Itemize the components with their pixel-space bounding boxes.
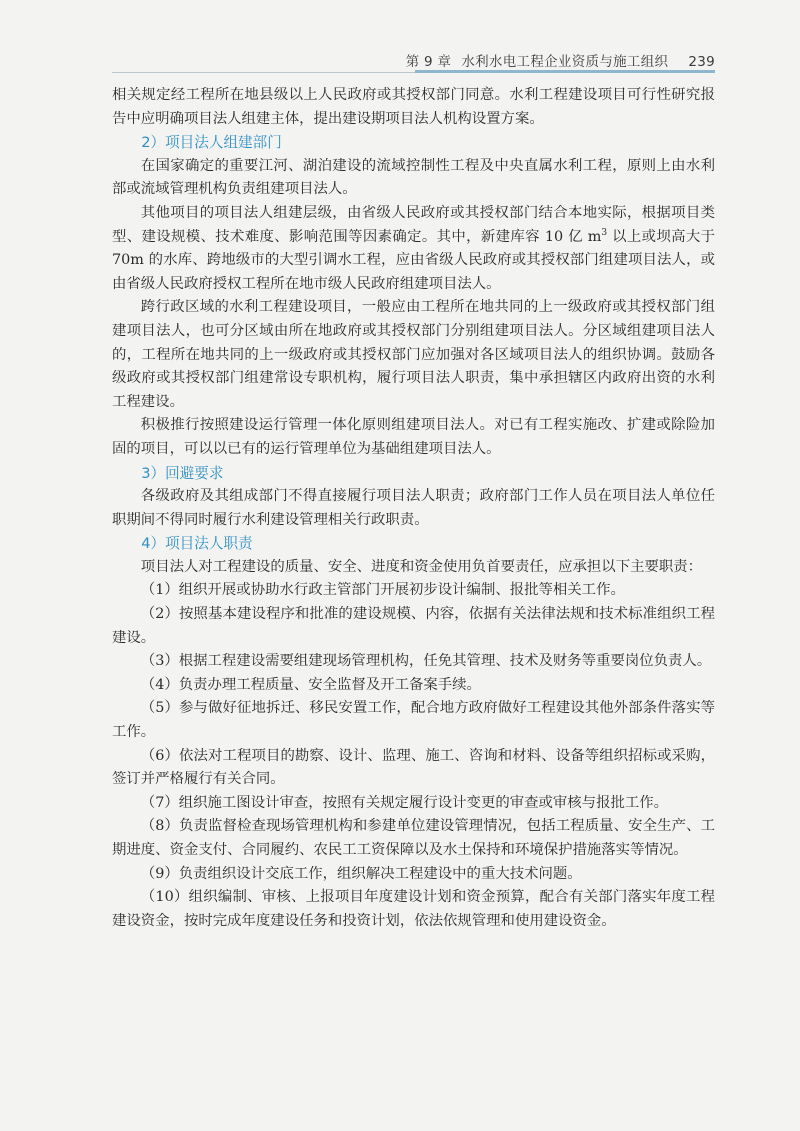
list-item: （6）依法对工程项目的勘察、设计、监理、施工、咨询和材料、设备等组织招标或采购，签订并严格履行有关合同。 <box>112 747 715 788</box>
list-item: （10）组织编制、审核、上报项目年度建设计划和资金预算，配合有关部门落实年度工程建设资金，按时完成年度建设任务和投资计划，依法依规管理和使用建设资金。 <box>112 889 715 929</box>
list-item: （4）负责办理工程质量、安全监督及开工备案手续。 <box>140 676 481 693</box>
superscript: 3 <box>601 227 608 238</box>
intro-paragraph: 相关规定经工程所在地县级以上人民政府或其授权部门同意。水利工程建设项目可行性研究报告中应明确项目法人组建主体，提出建设期项目法人机构设置方案。 <box>112 87 715 127</box>
section-heading-3: 3）回避要求 <box>141 464 224 482</box>
header-text <box>406 50 715 70</box>
paragraph: 跨行政区域的水利工程建设项目，一般应由工程所在地共同的上一级政府或其授权部门组建项目法人，也可分区域由所在地政府或其授权部门分别组建项目法人。分区域组建项目法人的，工程所在地共同的上一级政府或其授权部门应加强对各区域项目法人的组织协调。鼓励各级政府或其授权部门组建常设专职机构，履行项目法人职责，集中承担辖区内政府出资的水利工程建设。 <box>112 299 715 410</box>
list-item: （2）按照基本建设程序和批准的建设规模、内容，依据有关法律法规和技术标准组织工程建设。 <box>112 606 715 646</box>
paragraph: 项目法人对工程建设的质量、安全、进度和资金使用负首要责任，应承担以下主要职责： <box>140 558 703 575</box>
list-item: （5）参与做好征地拆迁、移民安置工作，配合地方政府做好工程建设其他外部条件落实等工作。 <box>112 700 715 741</box>
chapter-title: 水利水电工程企业资质与施工组织 <box>461 54 669 70</box>
header-rule-accent <box>415 70 715 73</box>
paragraph: 各级政府及其组成部门不得直接履行项目法人职责；政府部门工作人员在项目法人单位任职期间不得同时履行水利建设管理相关行政职责。 <box>112 488 715 528</box>
paragraph: 在国家确定的重要江河、湖泊建设的流域控制性工程及中央直属水利工程，原则上由水利部或流域管理机构负责组建项目法人。 <box>112 157 715 198</box>
paragraph-text: 其他项目的项目法人组建层级，由省级人民政府或其授权部门结合本地实际，根据项目类型、建设规模、技术难度、影响范围等因素确定。其中，新建库容 10 亿 m <box>112 204 715 245</box>
page-number: 239 <box>688 54 715 70</box>
list-item: （9）负责组织设计交底工作，组织解决工程建设中的重大技术问题。 <box>140 865 582 882</box>
paragraph-text: 以上或坝高大于 70m 的水库、跨地级市的大型引调水工程，应由省级人民政府或其授权部门组建项目法人，或由省级人民政府授权工程所在地市级人民政府组建项目法人。 <box>112 228 715 292</box>
list-item: （7）组织施工图设计审查，按照有关规定履行设计变更的审查或审核与报批工作。 <box>140 794 669 811</box>
section-heading-4: 4）项目法人职责 <box>141 535 253 553</box>
section-heading-2: 2）项目法人组建部门 <box>141 134 282 152</box>
page-body <box>112 84 715 933</box>
list-item: （1）组织开展或协助水行政主管部门开展初步设计编制、报批等相关工作。 <box>140 582 625 599</box>
list-item: （8）负责监督检查现场管理机构和参建单位建设管理情况，包括工程质量、安全生产、工期进度、资金支付、合同履约、农民工工资保障以及水土保持和环境保护措施落实等情况。 <box>112 818 715 858</box>
chapter-number: 第 9 章 <box>405 54 452 70</box>
paragraph <box>112 202 715 296</box>
paragraph: 积极推行按照建设运行管理一体化原则组建项目法人。对已有工程实施改、扩建或除险加固的项目，可以以已有的运行管理单位为基础组建项目法人。 <box>112 417 715 457</box>
list-item: （3）根据工程建设需要组建现场管理机构，任免其管理、技术及财务等重要岗位负责人。 <box>140 653 712 670</box>
running-header <box>112 42 715 72</box>
